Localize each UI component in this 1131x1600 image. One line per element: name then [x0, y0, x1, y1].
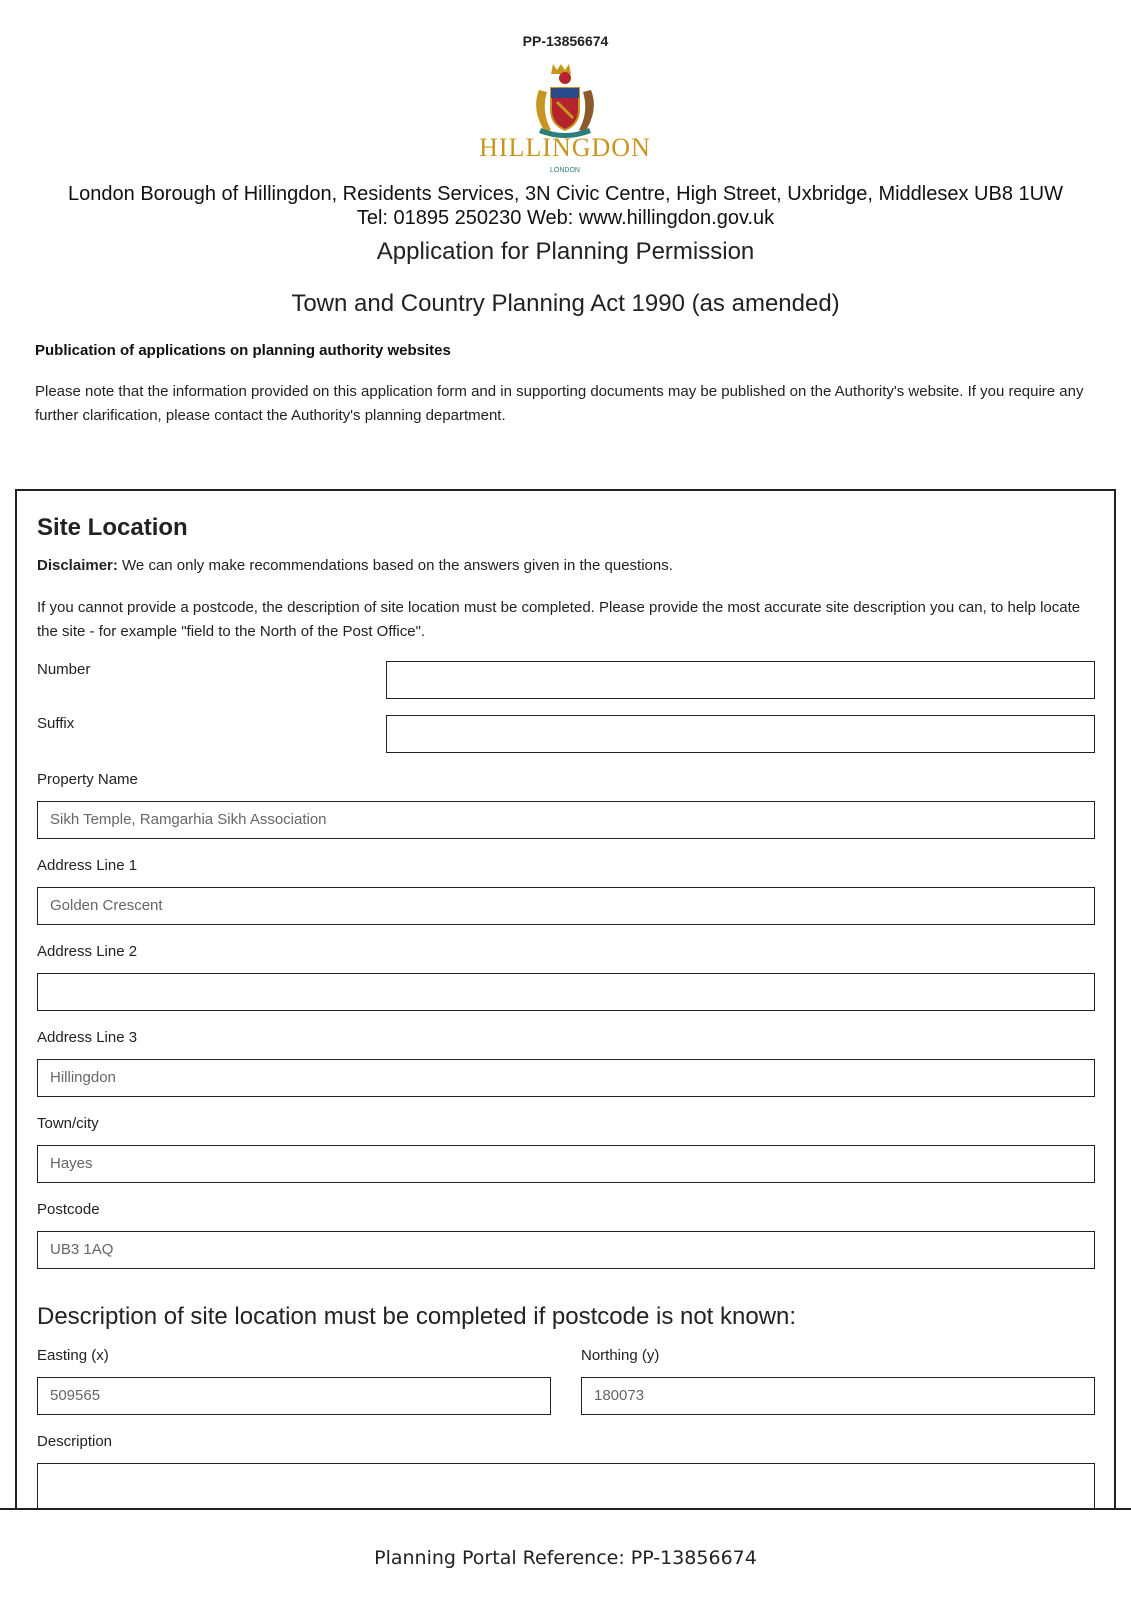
- address-line-3-field[interactable]: Hillingdon: [37, 1059, 1095, 1097]
- svg-text:HILLINGDON: HILLINGDON: [479, 133, 651, 162]
- disclaimer-label: Disclaimer:: [37, 557, 118, 574]
- address-line-1-label: Address Line 1: [37, 857, 138, 874]
- postcode-field[interactable]: UB3 1AQ: [37, 1231, 1095, 1269]
- application-title: Application for Planning Permission: [376, 238, 755, 265]
- suffix-field[interactable]: [386, 715, 1095, 753]
- description-label: Description: [37, 1433, 113, 1450]
- publication-text: Please note that the information provided on this application form and in supporting documents may be published on the Authority's website. If you require any further clarification, please contact the Authority's planning department.: [35, 383, 1084, 424]
- address-line-3-label: Address Line 3: [37, 1029, 138, 1046]
- postcode-label: Postcode: [37, 1201, 100, 1218]
- reference-number: PP-13856674: [522, 33, 609, 49]
- footer-divider: [0, 1508, 1131, 1510]
- town-city-field[interactable]: Hayes: [37, 1145, 1095, 1183]
- footer-reference: Planning Portal Reference: PP-13856674: [374, 1547, 757, 1569]
- hillingdon-logo: [465, 60, 665, 178]
- publication-heading: Publication of applications on planning authority websites: [35, 342, 451, 359]
- description-heading: Description of site location must be completed if postcode is not known:: [37, 1303, 797, 1330]
- council-contact: Tel: 01895 250230 Web: www.hillingdon.gov.uk: [356, 207, 775, 229]
- section-title: Site Location: [37, 514, 188, 541]
- suffix-label: Suffix: [37, 715, 75, 732]
- northing-field[interactable]: 180073: [581, 1377, 1095, 1415]
- disclaimer-text: We can only make recommendations based on the answers given in the questions.: [117, 557, 673, 574]
- council-address: London Borough of Hillingdon, Residents Services, 3N Civic Centre, High Street, Uxbridge, Middlesex UB8 1UW: [68, 183, 1063, 205]
- easting-label: Easting (x): [37, 1347, 109, 1364]
- svg-text:LONDON: LONDON: [550, 167, 580, 174]
- town-city-label: Town/city: [37, 1115, 99, 1132]
- property-name-label: Property Name: [37, 771, 138, 788]
- number-label: Number: [37, 661, 91, 678]
- address-line-2-label: Address Line 2: [37, 943, 138, 960]
- postcode-info-text: If you cannot provide a postcode, the description of site location must be completed. Please provide the most accurate site description you can, to help locate the site - for example "field to the North of the Post Office".: [37, 599, 1081, 640]
- address-line-2-field[interactable]: [37, 973, 1095, 1011]
- easting-field[interactable]: 509565: [37, 1377, 551, 1415]
- number-field[interactable]: [386, 661, 1095, 699]
- act-title: Town and Country Planning Act 1990 (as amended): [291, 290, 840, 317]
- disclaimer: [37, 557, 673, 574]
- description-field[interactable]: [37, 1463, 1095, 1508]
- northing-label: Northing (y): [581, 1347, 660, 1364]
- address-line-1-field[interactable]: Golden Crescent: [37, 887, 1095, 925]
- crest-icon: [465, 60, 665, 178]
- property-name-field[interactable]: Sikh Temple, Ramgarhia Sikh Association: [37, 801, 1095, 839]
